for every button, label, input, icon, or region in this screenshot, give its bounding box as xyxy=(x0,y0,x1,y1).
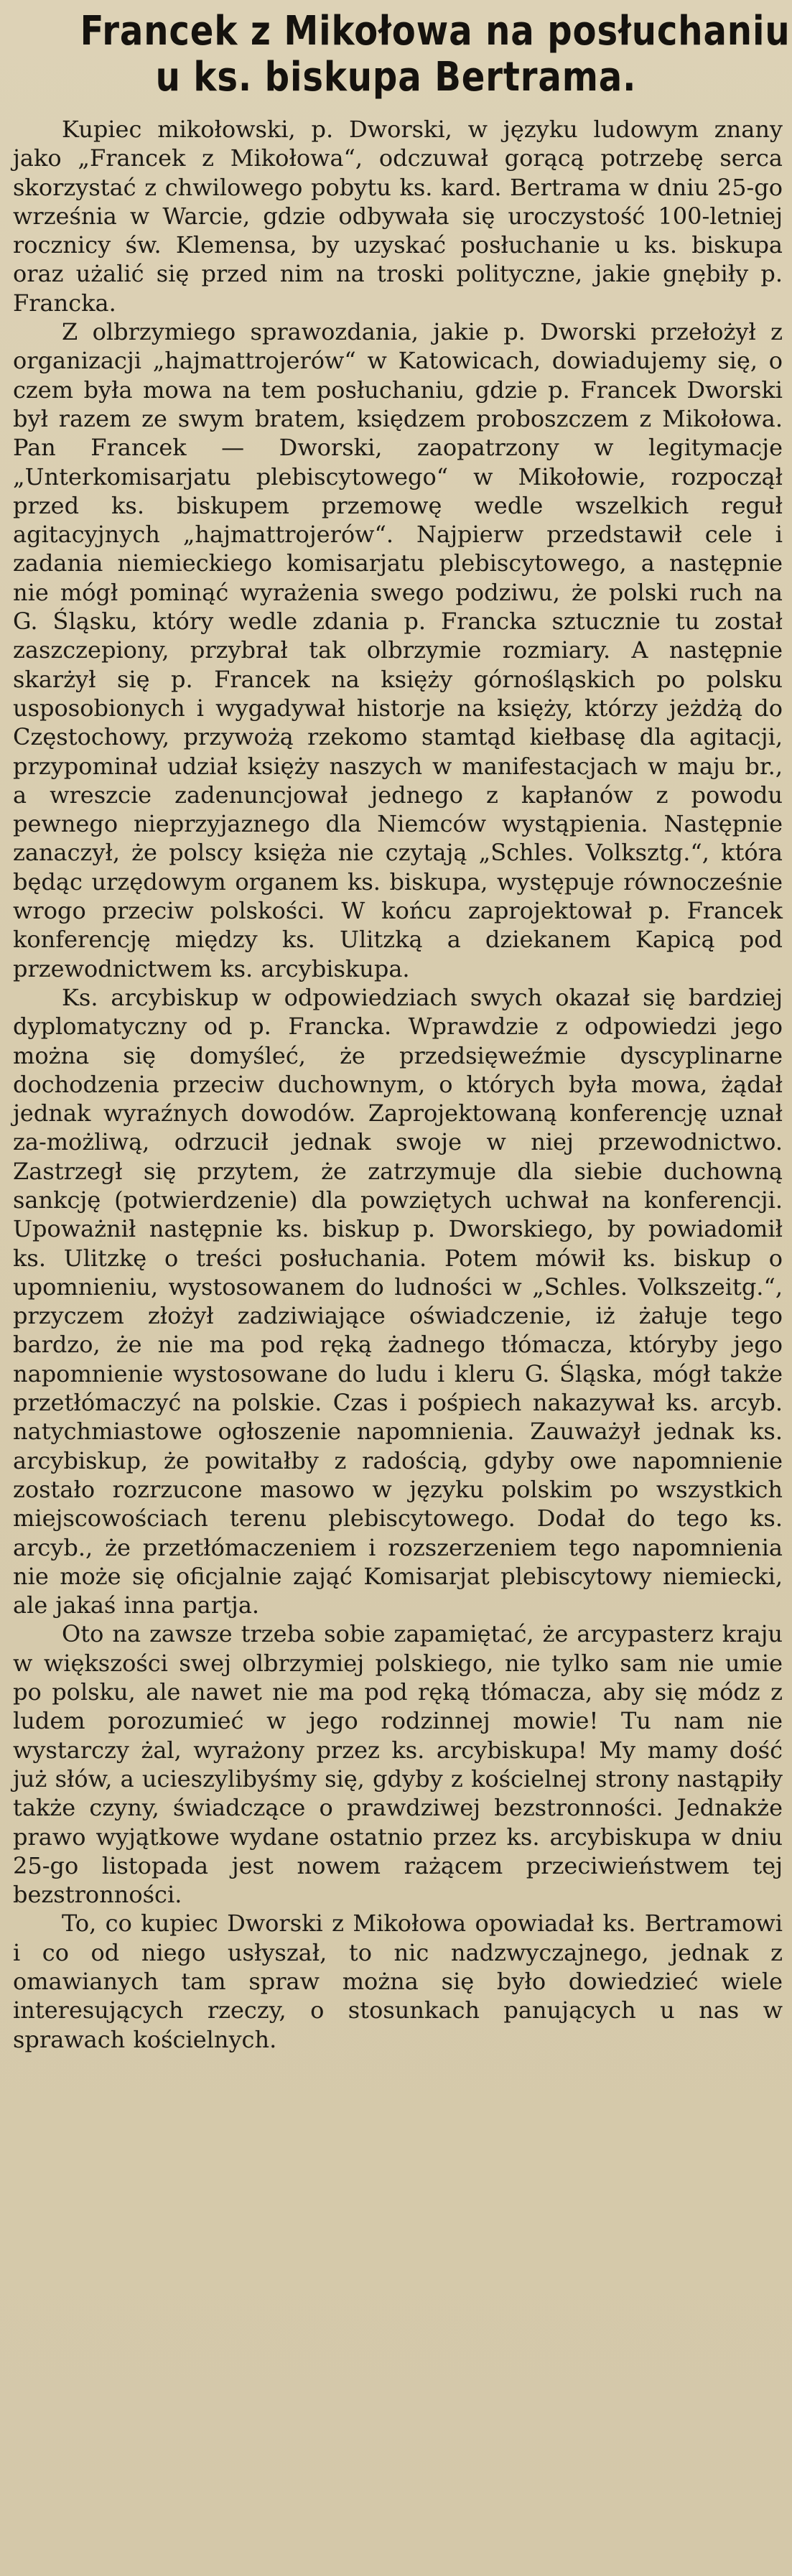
article-paragraph-4: Oto na zawsze trzeba sobie zapamiętać, że arcypasterz kraju w większości swej olbrzymiej polskiego, nie tylko sam nie umie po polsku, ale nawet nie ma pod ręką tłómacza, aby się módz z ludem porozumieć w jego rodzinnej mowie! Tu nam nie wystarczy żal, wyrażony przez ks. arcybiskupa! My mamy dość już słów, a ucieszylibyśmy się, gdyby z kościelnej strony nastąpiły także czyny, świadczące o prawdziwej bezstronności. Jednakże prawo wyjątkowe wydane ostatnio przez ks. arcybiskupa w dniu 25-go listopada jest nowem rażącem przeciwieństwem tej bezstronności. xyxy=(13,1620,783,1909)
article-paragraph-5: To, co kupiec Dworski z Mikołowa opowiadał ks. Bertramowi i co od niego usłyszał, to nic nadzwyczajnego, jednak z omawianych tam spraw można się było dowiedzieć wiele interesujących rzeczy, o stosunkach panujących u nas w sprawach kościelnych. xyxy=(13,1910,783,2053)
article-paragraph-1: Kupiec mikołowski, p. Dworski, w języku ludowym znany jako „Francek z Mikołowa“, odczuwał gorącą potrzebę serca skorzystać z chwilowego pobytu ks. kard. Bertrama w dniu 25-go września w Warcie, gdzie odbywała się uroczystość 100-letniej rocznicy św. Klemensa, by uzyskać posłuchanie u ks. biskupa oraz użalić się przed nim na troski polityczne, jakie gnębiły p. Francka. xyxy=(13,116,783,317)
article-body xyxy=(13,115,783,2054)
headline-line-1: Francek z Mikołowa na posłuchaniu xyxy=(80,8,791,55)
article-paragraph-3: Ks. arcybiskup w odpowiedziach swych okazał się bardziej dyplomatyczny od p. Francka. Wprawdzie z odpowiedzi jego można się domyśleć, że przedsięweźmie dyscyplinarne dochodzenia przeciw duchownym, o których była mowa, żądał jednak wyraźnych dowodów. Zaprojektowaną konferencję uznał za-możliwą, odrzucił jednak swoje w niej przewodnictwo. Zastrzegł się przytem, że zatrzymuje dla siebie duchowną sankcję (potwierdzenie) dla powziętych uchwał na konferencji. Upoważnił następnie ks. biskup p. Dworskiego, by powiadomił ks. Ulitzkę o treści posłuchania. Potem mówił ks. biskup o upomnieniu, wystosowanem do ludności w „Schles. Volkszeitg.“, przyczem złożył zadziwiające oświadczenie, iż żałuje tego bardzo, że nie ma pod ręką żadnego tłómacza, któryby jego napomnienie wystosowane do ludu i kleru G. Śląska, mógł także przetłómaczyć na polskie. Czas i pośpiech nakazywał ks. arcyb. natychmiastowe ogłoszenie napomnienia. Zauważył jednak ks. arcybiskup, że powitałby z radością, gdyby owe napomnienie zostało rozrzucone masowo w języku polskim po wszystkich miejscowościach terenu plebiscytowego. Dodał do tego ks. arcyb., że przetłómaczeniem i rozszerzeniem tego napomnienia nie może się oficjalnie zająć Komisarjat plebiscytowy niemiecki, ale jakaś inna partja. xyxy=(13,983,783,1619)
article-headline xyxy=(55,0,791,101)
headline-line-2: u ks. biskupa Bertrama. xyxy=(155,54,637,101)
article-paragraph-2: Z olbrzymiego sprawozdania, jakie p. Dworski przełożył z organizacji „hajmattrojerów“ w Katowicach, dowiadujemy się, o czem była mowa na tem posłuchaniu, gdzie p. Francek Dworski był razem ze swym bratem, księdzem proboszczem z Mikołowa. Pan Francek — Dworski, zaopatrzony w legitymacje „Unterkomisarjatu plebiscytowego“ w Mikołowie, rozpoczął przed ks. biskupem przemowę wedle wszelkich reguł agitacyjnych „hajmattrojerów“. Najpierw przedstawił cele i zadania niemieckiego komisarjatu plebiscytowego, a następnie nie mógł pominąć wyrażenia swego podziwu, że polski ruch na G. Śląsku, który wedle zdania p. Francka sztucznie tu został zaszczepiony, przybrał tak olbrzymie rozmiary. A następnie skarżył się p. Francek na księży górnośląskich po polsku usposobionych i wygadywał historje na księży, którzy jeżdżą do Częstochowy, przywożą rzekomo stamtąd kiełbasę dla agitacji, przypominał udział księży naszych w manifestacjach w maju br., a wreszcie zadenuncjował jednego z kapłanów z powodu pewnego nieprzyjaznego dla Niemców wystąpienia. Następnie zanaczył, że polscy księża nie czytają „Schles. Volksztg.“, która będąc urzędowym organem ks. biskupa, występuje równocześnie wrogo przeciw polskości. W końcu zaprojektował p. Francek konferencję między ks. Ulitzką a dziekanem Kapicą pod przewodnictwem ks. arcybiskupa. xyxy=(13,318,783,982)
